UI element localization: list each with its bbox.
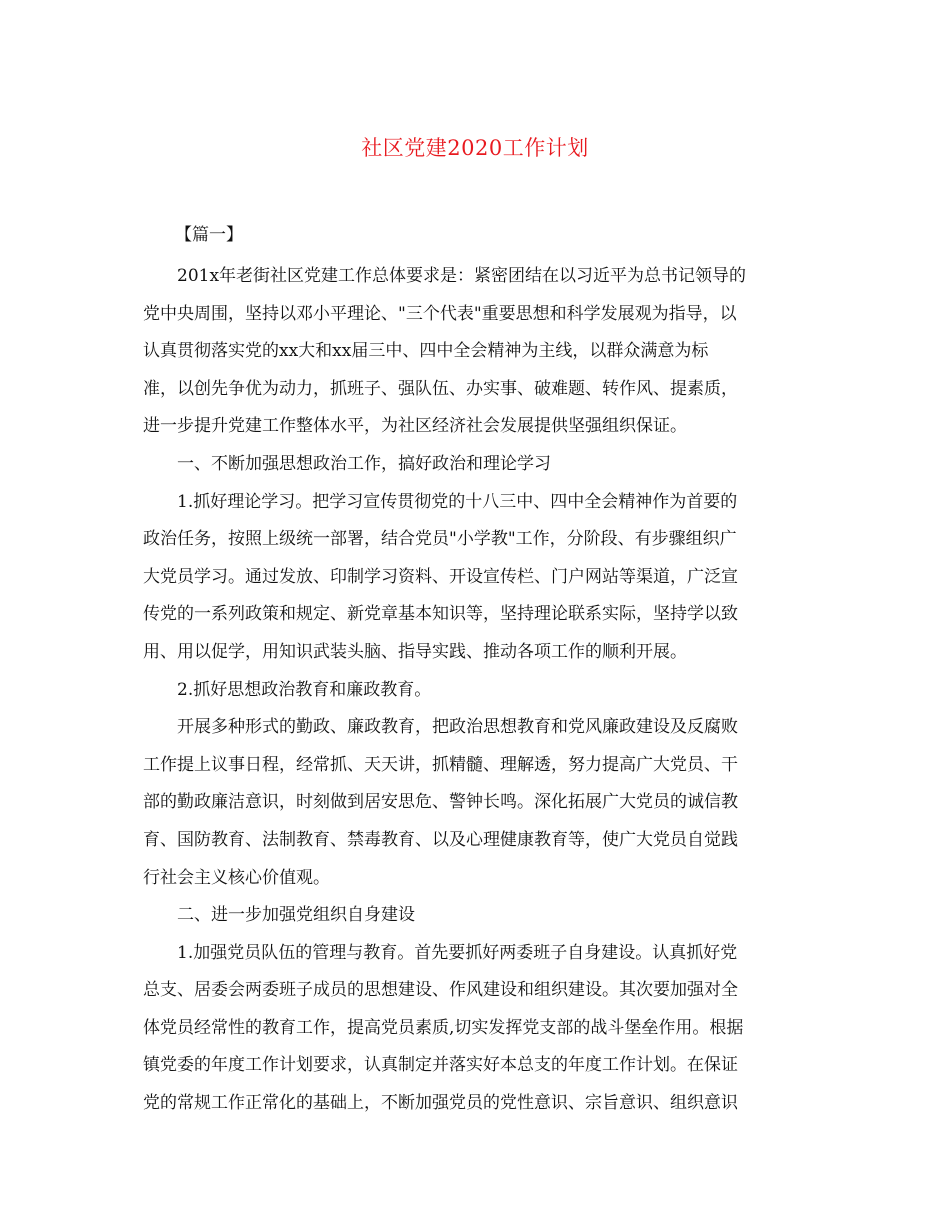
paragraph-line: 201x年老街社区党建工作总体要求是：紧密团结在以习近平为总书记领导的 xyxy=(177,266,747,286)
paragraph-line: 镇党委的年度工作计划要求，认真制定并落实好本总支的年度工作计划。在保证 xyxy=(143,1055,738,1076)
section-heading: 二、进一步加强党组织自身建设 xyxy=(177,905,415,926)
paragraph-line: 用、用以促学，用知识武装头脑、指导实践、推动各项工作的顺利开展。 xyxy=(143,641,687,662)
paragraph-line: 准，以创先争优为动力，抓班子、强队伍、办实事、破难题、转作风、提素质， xyxy=(143,378,738,399)
paragraph-line: 政治任务，按照上级统一部署，结合党员"小学教"工作，分阶段、有步骤组织广 xyxy=(143,529,737,550)
document-title: 社区党建2020工作计划 xyxy=(361,136,589,160)
subsection-heading: 2.抓好思想政治教育和廉政教育。 xyxy=(177,679,432,700)
paragraph-line: 体党员经常性的教育工作，提高党员素质,切实发挥党支部的战斗堡垒作用。根据 xyxy=(143,1017,744,1038)
paragraph-line: 开展多种形式的勤政、廉政教育，把政治思想教育和党风廉政建设及反腐败 xyxy=(177,717,738,738)
section-heading: 一、不断加强思想政治工作，搞好政治和理论学习 xyxy=(177,453,551,474)
document-body xyxy=(143,258,808,1123)
paragraph-line: 大党员学习。通过发放、印制学习资料、开设宣传栏、门户网站等渠道，广泛宣 xyxy=(143,566,738,587)
paragraph-line: 1.抓好理论学习。把学习宣传贯彻党的十八三中、四中全会精神作为首要的 xyxy=(177,491,738,512)
paragraph-line: 1.加强党员队伍的管理与教育。首先要抓好两委班子自身建设。认真抓好党 xyxy=(177,942,738,963)
paragraph-line: 党中央周围，坚持以邓小平理论、"三个代表"重要思想和科学发展观为指导，以 xyxy=(143,303,737,324)
paragraph-line: 行社会主义核心价值观。 xyxy=(143,867,330,888)
paragraph-line: 认真贯彻落实党的xx大和xx届三中、四中全会精神为主线，以群众满意为标 xyxy=(143,341,709,362)
paragraph-line: 总支、居委会两委班子成员的思想建设、作风建设和组织建设。其次要加强对全 xyxy=(143,980,738,1001)
paragraph-line: 传党的一系列政策和规定、新党章基本知识等，坚持理论联系实际，坚持学以致 xyxy=(143,604,738,625)
paragraph-line: 育、国防教育、法制教育、禁毒教育、以及心理健康教育等，使广大党员自觉践 xyxy=(143,829,738,850)
section-tag: 【篇一】 xyxy=(175,225,243,245)
paragraph-line: 工作提上议事日程，经常抓、天天讲，抓精髓、理解透，努力提高广大党员、干 xyxy=(143,754,738,775)
paragraph-line: 党的常规工作正常化的基础上，不断加强党员的党性意识、宗旨意识、组织意识 xyxy=(143,1093,738,1114)
paragraph-line: 部的勤政廉洁意识，时刻做到居安思危、警钟长鸣。深化拓展广大党员的诚信教 xyxy=(143,792,738,813)
paragraph-line: 进一步提升党建工作整体水平，为社区经济社会发展提供坚强组织保证。 xyxy=(143,416,687,437)
